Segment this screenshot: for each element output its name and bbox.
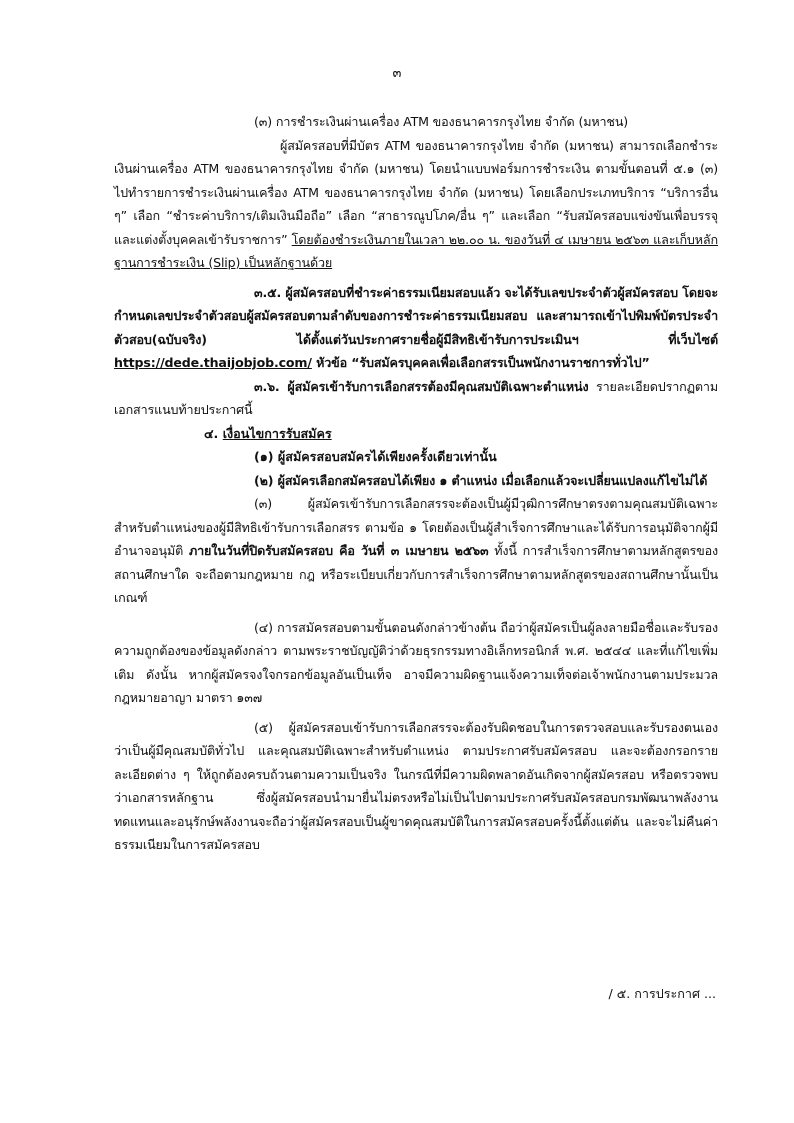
section-4-heading [114,422,718,446]
section-3-6 [114,375,718,422]
condition-1: (๑) ผู้สมัครสอบสมัครได้เพียงครั้งเดียวเท่านั้น [254,449,497,464]
atm-deadline: โดยต้องชำระเงินภายในเวลา ๒๒.๐๐ น. ของวันที่ ๔ เมษายน ๒๕๖๓ และเก็บหลักฐานการชำระเงิน (Slip) เป็นหลักฐานด้วย [114,231,718,270]
section-3-5-tail: หัวข้อ “รับสมัครบุคคลเพื่อเลือกสรรเป็นพนักงานราชการทั่วไป” [311,355,650,370]
condition-3-deadline: ภายในวันที่ปิดรับสมัครสอบ คือ วันที่ ๓ เมษายน ๒๕๖๓ [188,543,489,558]
atm-paragraph [114,134,718,275]
condition-3 [114,492,718,610]
condition-2: (๒) ผู้สมัครเลือกสมัครสอบได้เพียง ๑ ตำแหน่ง เมื่อเลือกแล้วจะเปลี่ยนแปลงแก้ไขไม่ได้ [254,472,708,488]
document-body [114,110,718,857]
section-3-6-title: ๓.๖. ผู้สมัครเข้ารับการเลือกสรรต้องมีคุณสมบัติเฉพาะตำแหน่ง [254,378,589,394]
condition-3-text: (๓) ผู้สมัครเข้ารับการเลือกสรรจะต้องเป็นผู้มีวุฒิการศึกษาตรงตามคุณสมบัติเฉพาะสำหรับตำแหน่งของผู้มีสิทธิเข้ารับการเลือกสรร ตามข้อ ๑ โดยต้องเป็นผู้สำเร็จการศึกษาและได้รับการอนุมัติจากผู้มีอำนาจอนุมัติ [114,496,718,558]
condition-3-tail: ทั้งนี้ การสำเร็จการศึกษาตามหลักสูตรของสถานศึกษาใด จะถือตามกฎหมาย กฎ หรือระเบียบเกี่ยวกับการสำเร็จการศึกษาตามหลักสูตรของสถานศึกษานั้นเป็นเกณฑ์ [114,543,718,605]
section-3-5 [114,281,718,375]
section-3-6-rest: รายละเอียดปรากฏตามเอกสารแนบท้ายประกาศนี้ [114,378,719,417]
condition-5: (๕) ผู้สมัครสอบเข้ารับการเลือกสรรจะต้องรับผิดชอบในการตรวจสอบและรับรองตนเองว่าเป็นผู้มีคุณสมบัติทั่วไป และคุณสมบัติเฉพาะสำหรับตำแหน่ง ตามประกาศรับสมัครสอบ และจะต้องกรอกรายละเอียดต่าง ๆ ให้ถูกต้องครบถ้วนตามความเป็นจริง ในกรณีที่มีความผิดพลาดอันเกิดจากผู้สมัครสอบ หรือตรวจพบว่าเอกสารหลักฐาน ซึ่งผู้สมัครสอบนำมายื่นไม่ตรงหรือไม่เป็นไปตามประกาศรับสมัครสอบกรมพัฒนาพลังงานทดแทนและอนุรักษ์พลังงานจะถือว่าผู้สมัครสอบเป็นผู้ขาดคุณสมบัติในการสมัครสอบครั้งนี้ตั้งแต่ต้น และจะไม่คืนค่าธรรมเนียมในการสมัครสอบ [114,719,718,852]
section-4-title: เงื่อนไขการรับสมัคร [222,425,332,441]
website-link[interactable]: https://dede.thaijobjob.com/ [114,355,312,370]
continuation-footer: / ๕. การประกาศ ... [608,986,716,1001]
atm-text: ผู้สมัครสอบที่มีบัตร ATM ของธนาคารกรุงไทย จำกัด (มหาชน) สามารถเลือกชำระเงินผ่านเครื่อง ATM ของธนาคารกรุงไทย จำกัด (มหาชน) โดยนำแบบฟอร์มการชำระเงิน ตามขั้นตอนที่ ๕.๑ (๓) ไปทำรายการชำระเงินผ่านเครื่อง ATM ของธนาคารกรุงไทย จำกัด (มหาชน) โดยเลือกประเภทบริการ “บริการอื่น ๆ” เลือก “ชำระค่าบริการ/เติมเงินมือถือ” เลือก “สาธารณูปโภค/อื่น ๆ” และเลือก “รับสมัครสอบแข่งขันเพื่อบรรจุและแต่งตั้งบุคคลเข้ารับราชการ” [114,137,718,247]
section-3-5-text: ๓.๕. ผู้สมัครสอบที่ชำระค่าธรรมเนียมสอบแล้ว จะได้รับเลขประจำตัวผู้สมัครสอบ โดยจะกำหนดเลขประจำตัวสอบผู้สมัครสอบตามลำดับของการชำระค่าธรรมเนียมสอบ และสามารถเข้าไปพิมพ์บัตรประจำตัวสอบ(ฉบับจริง) ได้ตั้งแต่วันประกาศรายชื่อผู้มีสิทธิเข้ารับการประเมินฯ ที่เว็บไซต์ [114,284,718,347]
condition-4: (๔) การสมัครสอบตามขั้นตอนดังกล่าวข้างต้น ถือว่าผู้สมัครเป็นผู้ลงลายมือชื่อและรับรองความถูกต้องของข้อมูลดังกล่าว ตามพระราชบัญญัติว่าด้วยธุรกรรมทางอิเล็กทรอนิกส์ พ.ศ. ๒๕๔๔ และที่แก้ไขเพิ่มเติม ดังนั้น หากผู้สมัครจงใจกรอกข้อมูลอันเป็นเท็จ อาจมีความผิดฐานแจ้งความเท็จต่อเจ้าพนักงานตามประมวลกฎหมายอาญา มาตรา ๑๓๗ [114,619,718,705]
page-number: ๓ [392,66,402,81]
section-4-number: ๔. [204,425,223,441]
atm-heading: (๓) การชำระเงินผ่านเครื่อง ATM ของธนาคารกรุงไทย จำกัด (มหาชน) [254,114,629,129]
